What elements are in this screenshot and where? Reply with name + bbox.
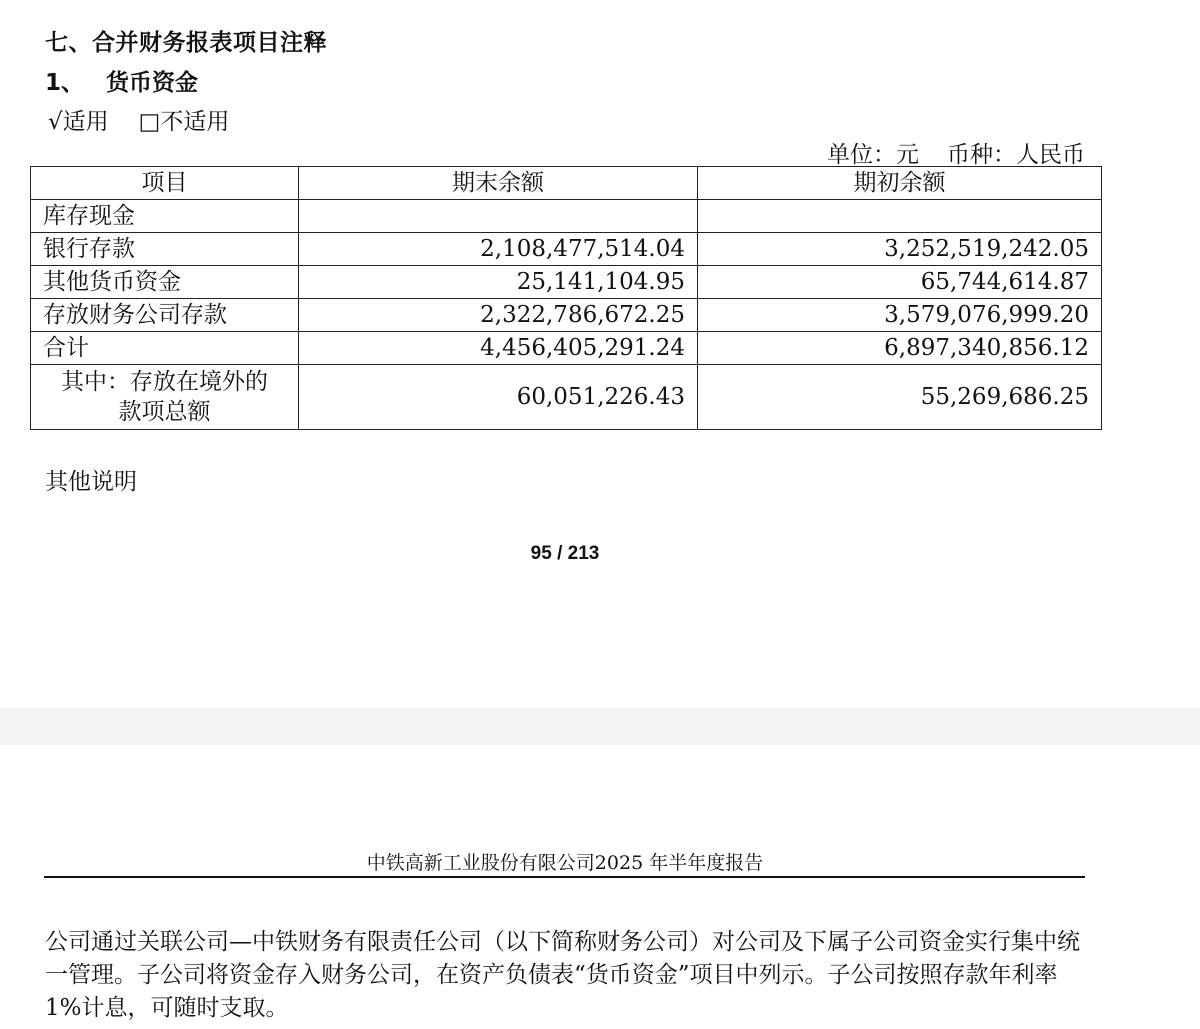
applicability-options — [48, 103, 229, 136]
table-row-overseas — [31, 365, 1102, 430]
section-title: 七、合并财务报表项目注释 — [45, 30, 327, 56]
cash-table — [30, 166, 1102, 430]
table-row — [31, 200, 1102, 233]
page-number: 95 / 213 — [530, 543, 600, 564]
row-end: 2,322,786,672.25 — [299, 299, 698, 332]
row-item: 存放财务公司存款 — [31, 299, 299, 332]
currency-label: 币种：人民币 — [947, 142, 1085, 168]
row-begin — [698, 200, 1102, 233]
unit-label: 单位：元 — [827, 142, 919, 168]
table-row — [31, 233, 1102, 266]
row-begin: 3,252,519,242.05 — [698, 233, 1102, 266]
header-end-balance: 期末余额 — [299, 167, 698, 200]
page-separator — [0, 708, 1200, 745]
unit-line — [827, 136, 1085, 169]
row-end: 25,141,104.95 — [299, 266, 698, 299]
header-begin-balance: 期初余额 — [698, 167, 1102, 200]
row-item: 库存现金 — [31, 200, 299, 233]
row-item: 合计 — [31, 332, 299, 365]
overseas-label-line1: 其中：存放在境外的 — [61, 369, 268, 395]
not-applicable-option: □不适用 — [138, 109, 230, 135]
row-item: 其他货币资金 — [31, 266, 299, 299]
overseas-label-line2: 款项总额 — [118, 399, 211, 425]
table-header-row — [31, 167, 1102, 200]
row-end: 4,456,405,291.24 — [299, 332, 698, 365]
row-begin: 6,897,340,856.12 — [698, 332, 1102, 365]
header-rule — [44, 876, 1085, 878]
subsection-label: 货币资金 — [106, 70, 199, 96]
note-paragraph: 公司通过关联公司—中铁财务有限责任公司（以下简称财务公司）对公司及下属子公司资金实行集中统一管理。子公司将资金存入财务公司，在资产负债表“货币资金”项目中列示。子公司按照存款年利率 1%计息，可随时支取。 — [45, 929, 1080, 1021]
row-begin: 65,744,614.87 — [698, 266, 1102, 299]
header-item: 项目 — [31, 167, 299, 200]
row-end: 2,108,477,514.04 — [299, 233, 698, 266]
row-begin: 55,269,686.25 — [698, 365, 1102, 430]
other-note-heading: 其他说明 — [45, 469, 137, 495]
table-row — [31, 299, 1102, 332]
row-end: 60,051,226.43 — [299, 365, 698, 430]
table-row — [31, 266, 1102, 299]
report-header: 中铁高新工业股份有限公司2025 年半年度报告 — [366, 852, 764, 874]
row-item-overseas — [31, 365, 299, 430]
row-begin: 3,579,076,999.20 — [698, 299, 1102, 332]
row-end — [299, 200, 698, 233]
row-item: 银行存款 — [31, 233, 299, 266]
subsection-number: 1、 — [45, 70, 85, 96]
subsection-title — [45, 64, 198, 97]
applicable-option: √适用 — [48, 109, 109, 135]
table-row-total — [31, 332, 1102, 365]
